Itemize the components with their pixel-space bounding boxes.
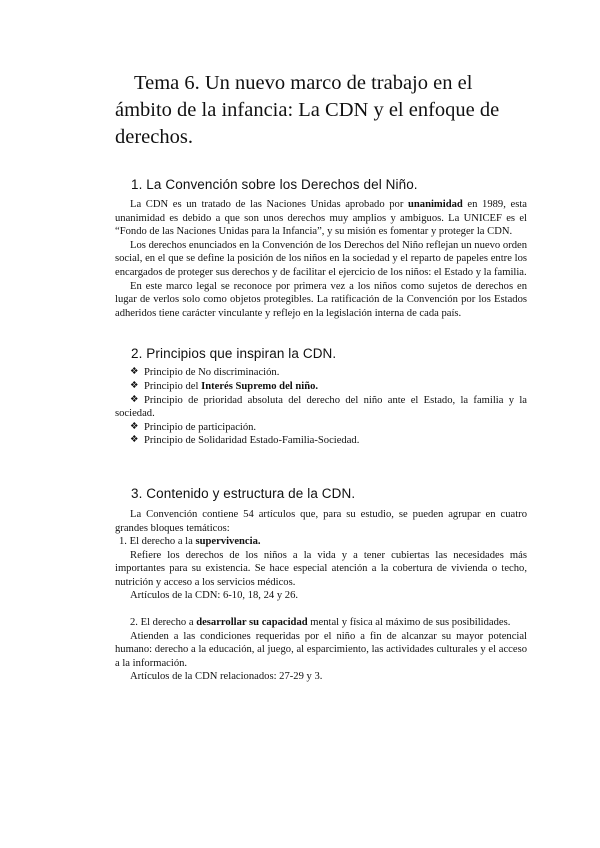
section-3-intro: La Convención contiene 54 artículos que, para su estudio, se pueden agrupar en cuatro grandes bloques temáticos:: [115, 508, 527, 534]
section-3-heading: 3. Contenido y estructura de la CDN.: [131, 485, 356, 501]
text-run: mental y física al máximo de sus posibilidades.: [307, 617, 511, 629]
bold-term: unanimidad: [408, 199, 463, 210]
section-3: [115, 485, 527, 684]
section-3-item-1-title: [115, 535, 527, 549]
list-item: [115, 394, 527, 421]
section-2-heading: 2. Principios que inspiran la CDN.: [131, 346, 337, 362]
list-item: [130, 366, 527, 380]
section-1-heading: 1. La Convención sobre los Derechos del Niño.: [131, 177, 418, 192]
bold-term: Interés Supremo del niño.: [201, 380, 319, 392]
section-1-paragraph-1: [115, 198, 527, 239]
document-title: Tema 6. Un nuevo marco de trabajo en el ámbito de la infancia: La CDN y el enfoque de derechos.: [115, 72, 500, 148]
section-3-item-2-paragraph-1: Atienden a las condiciones requeridas por el niño a fin de alcanzar su mayor potencial humano: derecho a la educación, al juego, al esparcimiento, las actividades culturales y el acceso a la información.: [115, 630, 527, 669]
diamond-bullet-icon: ❖: [130, 421, 139, 432]
diamond-bullet-icon: ❖: [130, 394, 139, 405]
section-3-item-2-paragraph-2: Artículos de la CDN relacionados: 27-29 y 3.: [130, 671, 323, 683]
text-run: 1. El derecho a la: [119, 536, 196, 548]
text-run: en 1989, esta unanimidad es debido a que son unos derechos muy amplios y ambiguos. La UNICEF es el “Fondo de las Naciones Unidas para la Infancia”, y su misión es fomentar y proteger la CDN.: [115, 199, 527, 238]
list-item: [130, 380, 527, 394]
diamond-bullet-icon: ❖: [130, 367, 139, 378]
bold-term: supervivencia.: [195, 536, 261, 548]
list-item: [130, 434, 527, 448]
section-1-paragraph-3: En este marco legal se reconoce por primera vez a los niños como sujetos de derechos en lugar de verlos solo como objetos protegibles. La ratificación de la Convención por los Estados adheridos tiene carácter vinculante y reflejo en la legislación interna de cada país.: [115, 280, 527, 319]
text-run: La CDN es un tratado de las Naciones Unidas aprobado por: [130, 199, 409, 210]
diamond-bullet-icon: ❖: [130, 380, 139, 391]
list-item-text: Principio de prioridad absoluta del derecho del niño ante el Estado, la familia y la sociedad.: [115, 394, 527, 420]
text-run: 2. El derecho a: [130, 617, 197, 629]
list-item-text: Principio de participación.: [144, 421, 257, 433]
section-3-item-1-paragraph-1: Refiere los derechos de los niños a la vida y a tener cubiertas las necesidades más importantes para su existencia. Se hace especial atención a la cobertura de vivienda o techo, nutrición y acceso a los servicios médicos.: [115, 549, 527, 588]
list-item-text: Principio del: [144, 380, 202, 392]
section-2: [115, 345, 527, 448]
list-item-text: Principio de No discriminación.: [144, 367, 280, 379]
section-1: [115, 176, 527, 320]
bold-term: desarrollar su capacidad: [196, 617, 308, 629]
document-page: [115, 70, 527, 684]
list-item: [130, 421, 527, 435]
diamond-bullet-icon: ❖: [130, 435, 139, 446]
section-3-item-1-paragraph-2: Artículos de la CDN: 6-10, 18, 24 y 26.: [130, 590, 299, 602]
section-3-item-2-title: [115, 616, 527, 630]
section-1-paragraph-2: Los derechos enunciados en la Convención de los Derechos del Niño reflejan un nuevo orden social, en el que se define la posición de los niños en la sociedad y el reparto de papeles entre los encargados de proteger sus derechos y de facilitar el ejercicio de los niños: el Estado y la familia.: [115, 239, 527, 278]
list-item-text: Principio de Solidaridad Estado-Familia-Sociedad.: [144, 435, 360, 447]
principles-list: [115, 366, 527, 448]
